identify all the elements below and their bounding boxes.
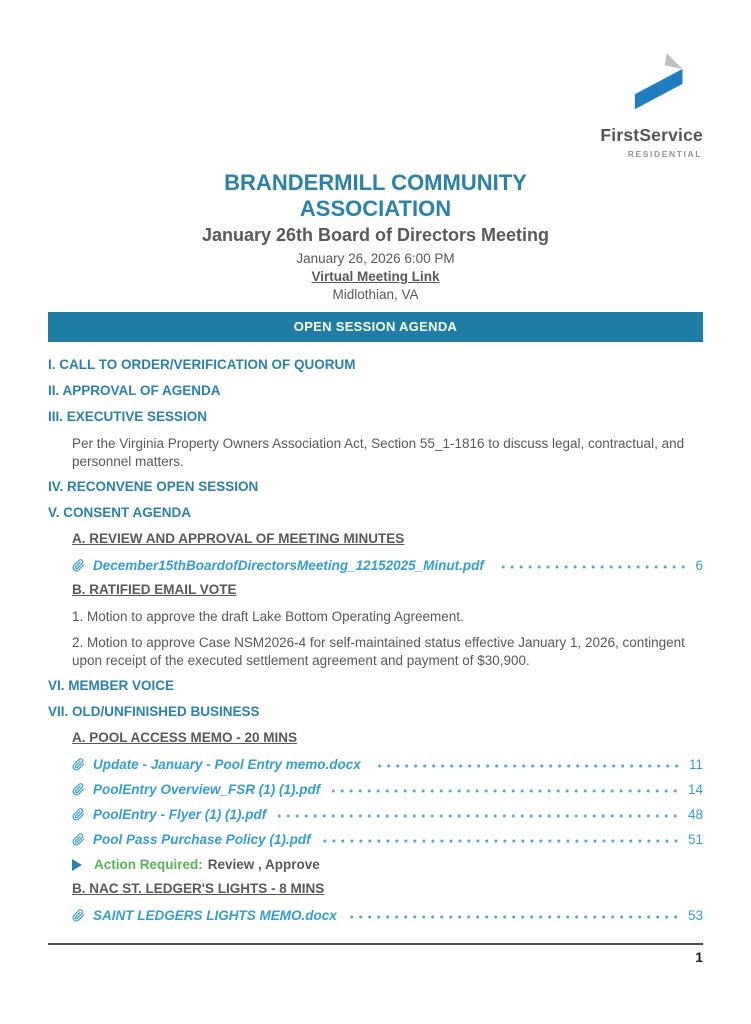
attachment-page-number: 14 [687, 782, 703, 797]
dot-leader [323, 834, 680, 848]
agenda-paragraph: 1. Motion to approve the draft Lake Bottom Operating Agreement. [72, 609, 464, 624]
paperclip-icon [72, 559, 85, 572]
dot-leader [373, 759, 681, 773]
virtual-meeting-link[interactable]: Virtual Meeting Link [311, 269, 440, 284]
attachment-page-number: 53 [687, 908, 703, 923]
org-title-line2: ASSOCIATION [299, 196, 452, 221]
paperclip-icon [72, 808, 85, 821]
dot-leader [496, 560, 688, 574]
agenda-subsection-heading: B. NAC ST. LEDGER'S LIGHTS - 8 MINS [72, 881, 325, 896]
agenda-subsection-heading: A. REVIEW AND APPROVAL OF MEETING MINUTES [72, 531, 405, 546]
attachment-link[interactable]: PoolEntry Overview_FSR (1) (1).pdf [93, 782, 321, 797]
paperclip-icon [72, 758, 85, 771]
dot-leader [349, 910, 680, 924]
agenda-section-heading: IV. RECONVENE OPEN SESSION [48, 479, 259, 494]
open-session-banner: OPEN SESSION AGENDA [48, 312, 703, 342]
agenda-section-heading: I. CALL TO ORDER/VERIFICATION OF QUORUM [48, 357, 356, 372]
action-required-row [72, 856, 703, 873]
attachment-link[interactable]: Pool Pass Purchase Policy (1).pdf [93, 832, 311, 847]
attachment-link[interactable]: December15thBoardofDirectorsMeeting_12152025_Minut.pdf [93, 558, 484, 573]
attachment-link[interactable]: PoolEntry - Flyer (1) (1).pdf [93, 807, 267, 822]
agenda-list [48, 357, 703, 924]
logo-subbrand-text: RESIDENTIAL [627, 148, 702, 159]
action-required-label: Action Required: [94, 857, 203, 872]
attachment-page-number: 48 [687, 807, 703, 822]
org-title-line1: BRANDERMILL COMMUNITY [224, 170, 527, 195]
attachment-row [72, 907, 703, 924]
firstservice-logo [600, 52, 703, 159]
attachment-link[interactable]: Update - January - Pool Entry memo.docx [93, 757, 361, 772]
page-footer [48, 943, 703, 965]
attachment-page-number: 51 [687, 832, 703, 847]
action-required-text: Review , Approve [207, 857, 320, 872]
agenda-section-heading: VI. MEMBER VOICE [48, 678, 175, 693]
attachment-page-number: 11 [688, 757, 703, 772]
attachment-row [72, 557, 703, 574]
org-title [0, 170, 751, 222]
agenda-subsection-heading: A. POOL ACCESS MEMO - 20 MINS [72, 730, 298, 745]
play-triangle-icon [72, 859, 82, 871]
agenda-section-heading: V. CONSENT AGENDA [48, 505, 192, 520]
agenda-section-heading: III. EXECUTIVE SESSION [48, 409, 208, 424]
agenda-subsection-heading: B. RATIFIED EMAIL VOTE [72, 582, 237, 597]
attachment-row [72, 756, 703, 773]
meeting-location: Midlothian, VA [332, 287, 419, 302]
attachment-row [72, 781, 703, 798]
paperclip-icon [72, 909, 85, 922]
meeting-datetime: January 26, 2026 6:00 PM [296, 251, 455, 266]
attachment-link[interactable]: SAINT LEDGERS LIGHTS MEMO.docx [93, 908, 337, 923]
dot-leader [278, 809, 680, 823]
attachment-row [72, 831, 703, 848]
dot-leader [332, 784, 680, 798]
attachment-row [72, 806, 703, 823]
attachment-page-number: 6 [695, 558, 703, 573]
logo-brand-text: FirstService [600, 125, 703, 145]
meeting-title: January 26th Board of Directors Meeting [201, 225, 550, 245]
paperclip-icon [72, 833, 85, 846]
agenda-section-heading: II. APPROVAL OF AGENDA [48, 383, 221, 398]
page-number: 1 [695, 949, 703, 965]
firstservice-ribbon-icon [633, 52, 689, 119]
agenda-paragraph: Per the Virginia Property Owners Association Act, Section 55_1-1816 to discuss legal, contractual, and personnel matters. [72, 436, 685, 469]
agenda-section-heading: VII. OLD/UNFINISHED BUSINESS [48, 704, 260, 719]
agenda-paragraph: 2. Motion to approve Case NSM2026-4 for self-maintained status effective January 1, 2026, contingent upon receipt of the executed settlement agreement and payment of $30,900. [72, 635, 685, 668]
paperclip-icon [72, 783, 85, 796]
